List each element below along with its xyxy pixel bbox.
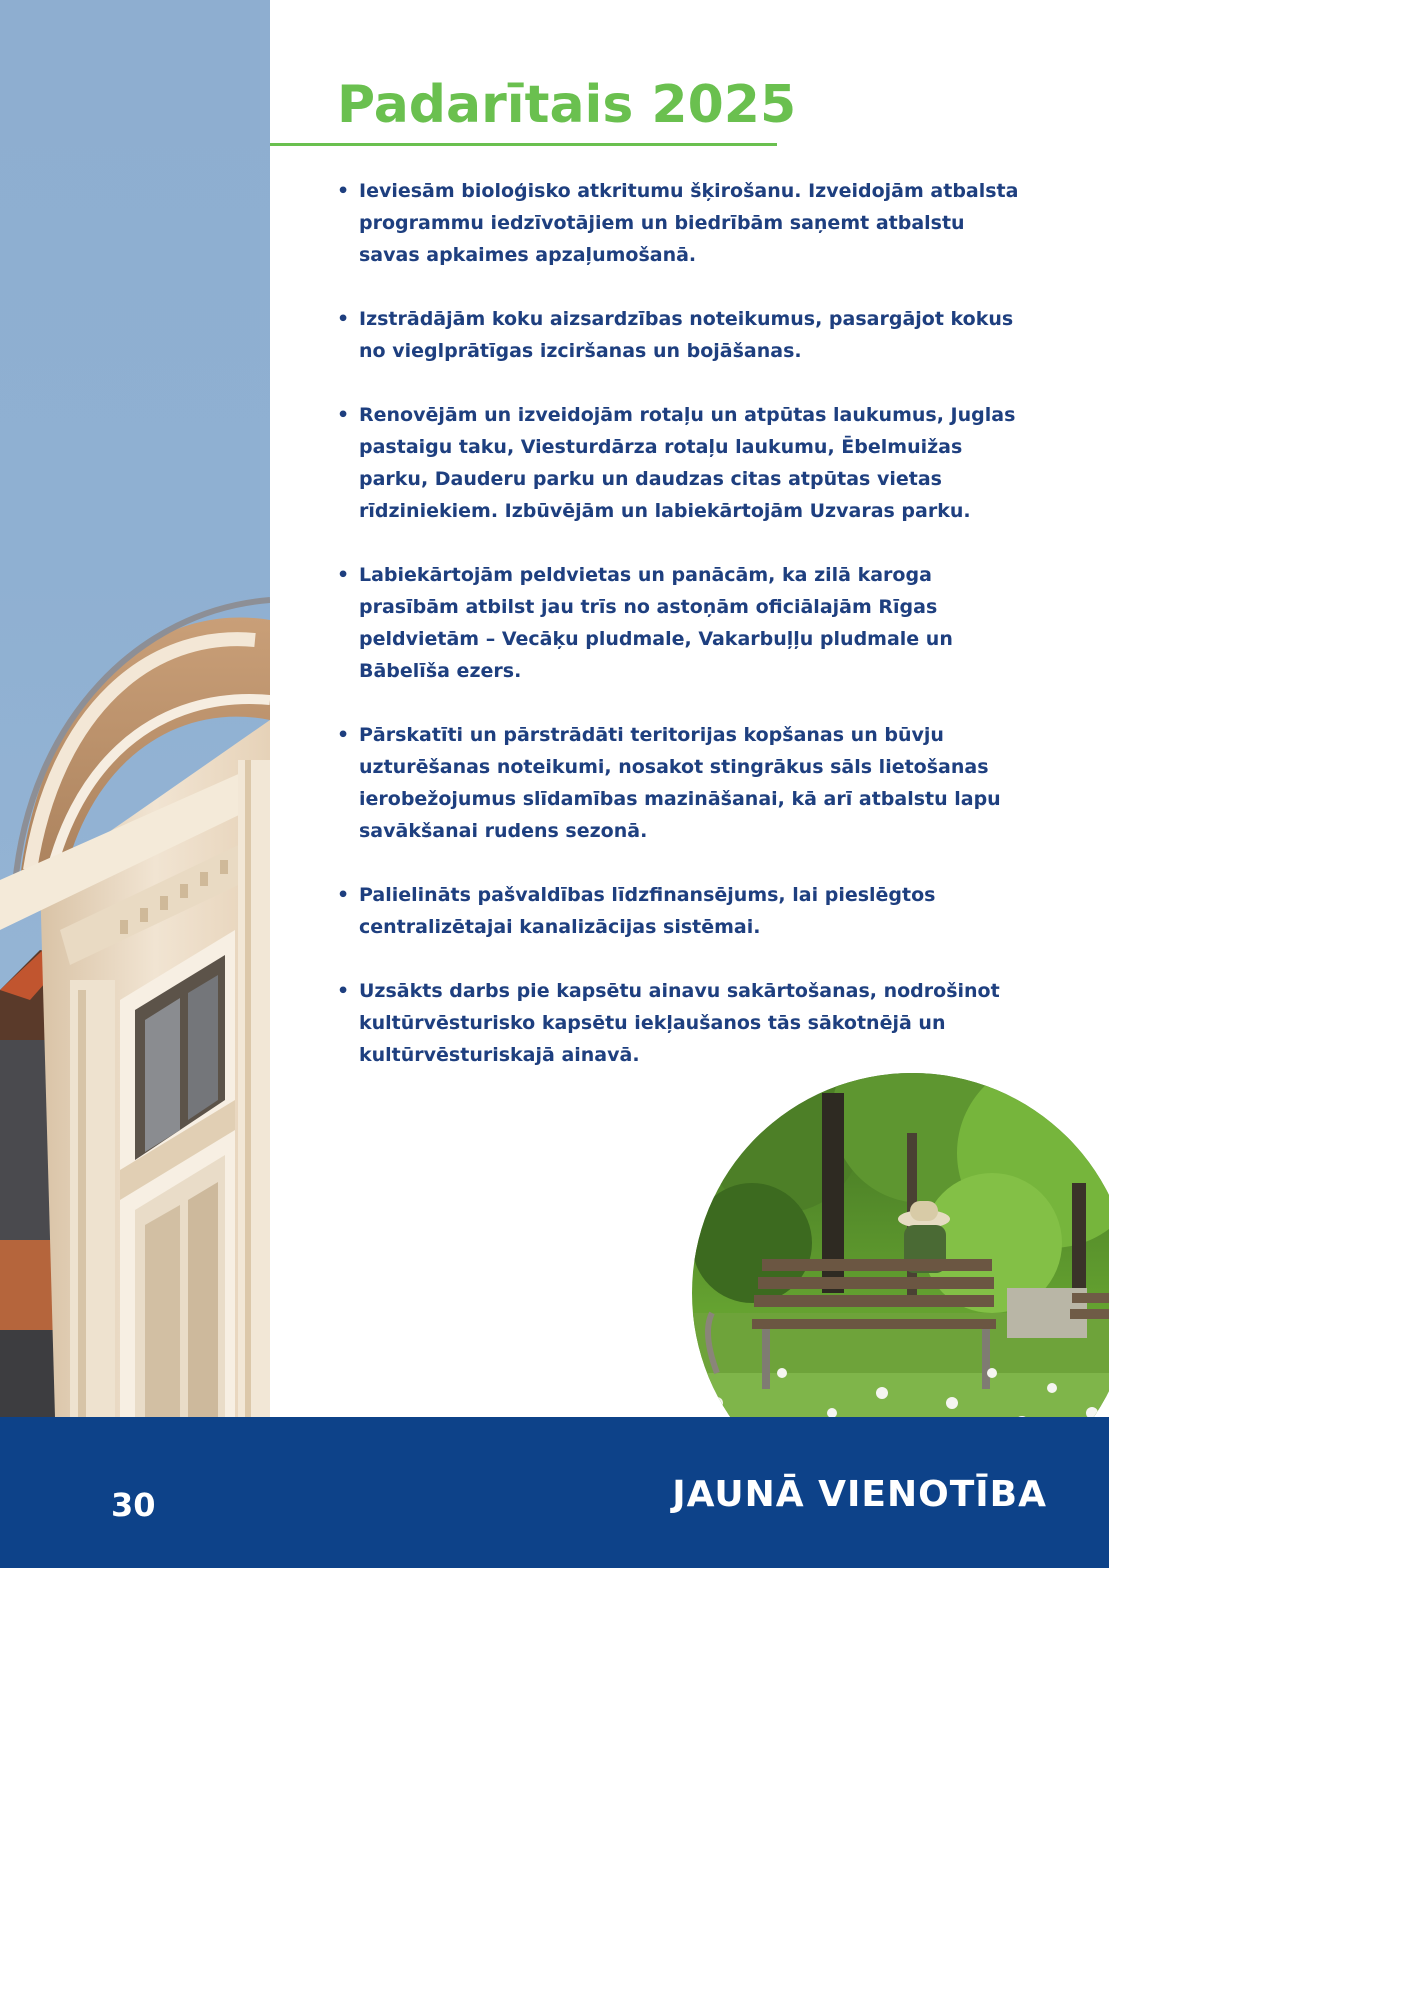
list-item (335, 303, 1025, 367)
bullet-icon: • (337, 180, 350, 202)
bullet-icon: • (337, 884, 350, 906)
page-title: Padarītais 2025 (337, 75, 797, 135)
bullet-icon: • (337, 308, 350, 330)
list-item-text: Izstrādājām koku aizsardzības noteikumus, pasargājot kokus no vieglprātīgas izciršanas un bojāšanas. (359, 308, 1014, 362)
list-item (335, 175, 1025, 271)
list-item (335, 719, 1025, 847)
list-item (335, 879, 1025, 943)
footer-band (0, 1417, 1109, 1568)
list-item-text: Palielināts pašvaldības līdzfinansējums, lai pieslēgtos centralizētajai kanalizācijas sistēmai. (359, 884, 936, 938)
list-item (335, 975, 1025, 1071)
bullet-icon: • (337, 564, 350, 586)
list-item (335, 399, 1025, 527)
list-item-text: Labiekārtojām peldvietas un panācām, ka zilā karoga prasībām atbilst jau trīs no astoņām oficiālajām Rīgas peldvietām – Vecāķu pludmale, Vakarbuļļu pludmale un Bābelīša ezers. (359, 564, 953, 682)
list-item-text: Uzsākts darbs pie kapsētu ainavu sakārtošanas, nodrošinot kultūrvēsturisko kapsētu iekļaušanos tās sākotnējā un kultūrvēsturiskajā ainavā. (359, 980, 1000, 1066)
achievements-list (335, 175, 1025, 1103)
list-item-text: Renovējām un izveidojām rotaļu un atpūtas laukumus, Juglas pastaigu taku, Viesturdārza rotaļu laukumu, Ēbelmuižas parku, Dauderu parku un daudzas citas atpūtas vietas rīdziniekiem. Izbūvējām un labiekārtojām Uzvaras parku. (359, 404, 1016, 522)
list-item-text: Ieviesām bioloģisko atkritumu šķirošanu. Izveidojām atbalsta programmu iedzīvotājiem un biedrībām saņemt atbalstu savas apkaimes apzaļumošanā. (359, 180, 1019, 266)
page-number: 30 (111, 1486, 156, 1524)
bullet-icon: • (337, 980, 350, 1002)
building-illustration (0, 0, 270, 1417)
building-photo (0, 0, 270, 1417)
list-item (335, 559, 1025, 687)
list-item-text: Pārskatīti un pārstrādāti teritorijas kopšanas un būvju uzturēšanas noteikumi, nosakot stingrākus sāls lietošanas ierobežojumus slīdamības mazināšanai, kā arī atbalstu lapu savākšanai rudens sezonā. (359, 724, 1001, 842)
bullet-icon: • (337, 404, 350, 426)
title-underline (270, 143, 777, 146)
party-logo: JAUNĀ VIENOTĪBA (672, 1474, 1047, 1515)
bullet-icon: • (337, 724, 350, 746)
